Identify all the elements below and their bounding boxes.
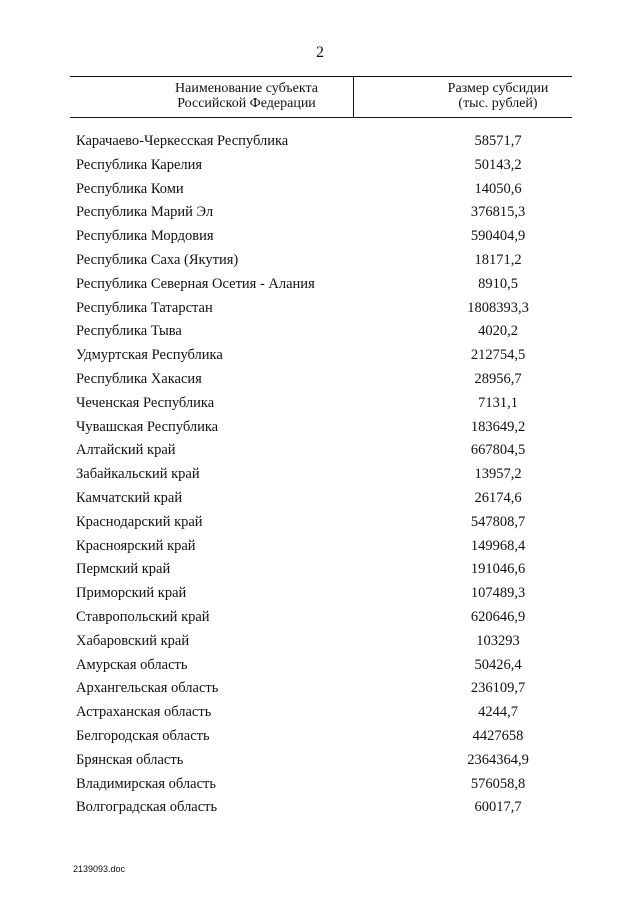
subsidy-amount: 4427658	[472, 727, 524, 744]
subject-name: Красноярский край	[76, 537, 196, 554]
subject-name: Республика Хакасия	[76, 370, 202, 387]
subsidy-amount: 4020,2	[478, 323, 518, 340]
subsidy-amount: 50143,2	[474, 156, 522, 173]
subsidy-amount: 14050,6	[474, 180, 522, 197]
subject-name: Алтайский край	[76, 442, 176, 459]
subject-name: Владимирская область	[76, 775, 216, 792]
subsidy-amount: 191046,6	[470, 561, 526, 578]
subsidy-amount: 7131,1	[478, 394, 518, 411]
table-body	[0, 130, 640, 820]
table-row	[0, 463, 640, 487]
subsidy-amount: 667804,5	[470, 442, 526, 459]
table-row	[0, 154, 640, 178]
subject-name: Белгородская область	[76, 727, 210, 744]
subsidy-amount: 8910,5	[478, 275, 518, 292]
table-row	[0, 320, 640, 344]
subsidy-amount: 60017,7	[474, 799, 522, 816]
table-row	[0, 558, 640, 582]
table-row	[0, 297, 640, 321]
subsidy-amount: 18171,2	[474, 251, 522, 268]
subsidy-amount: 13957,2	[474, 466, 522, 483]
subject-name: Республика Коми	[76, 180, 184, 197]
subject-name: Ставропольский край	[76, 608, 210, 625]
table-row	[0, 630, 640, 654]
subject-name: Республика Мордовия	[76, 228, 214, 245]
table-row	[0, 582, 640, 606]
subject-name: Хабаровский край	[76, 632, 190, 649]
subject-name: Удмуртская Республика	[76, 347, 223, 364]
header-subsidy-amount	[424, 81, 572, 111]
table-row	[0, 725, 640, 749]
header-subject-name	[70, 81, 423, 111]
table-row	[0, 273, 640, 297]
subject-name: Пермский край	[76, 561, 171, 578]
subsidy-amount: 212754,5	[470, 347, 526, 364]
subject-name: Республика Северная Осетия - Алания	[76, 275, 315, 292]
subsidy-amount: 547808,7	[470, 513, 526, 530]
subject-name: Архангельская область	[76, 680, 219, 697]
table-row	[0, 439, 640, 463]
subject-name: Республика Карелия	[76, 156, 203, 173]
subsidy-amount: 236109,7	[470, 680, 526, 697]
subject-name: Карачаево-Черкесская Республика	[76, 133, 289, 149]
subsidy-amount: 183649,2	[470, 418, 526, 435]
header-subsidy-amount-line1: Размер субсидии	[447, 81, 549, 96]
subsidy-amount: 376815,3	[470, 204, 526, 221]
table-row	[0, 654, 640, 678]
subject-name: Приморский край	[76, 585, 187, 602]
subject-name: Волгоградская область	[76, 799, 218, 816]
subject-name: Республика Татарстан	[76, 299, 213, 316]
table-row	[0, 677, 640, 701]
subject-name: Краснодарский край	[76, 513, 203, 530]
table-row	[0, 392, 640, 416]
table-row	[0, 749, 640, 773]
table-row	[0, 416, 640, 440]
subsidy-amount: 107489,3	[470, 585, 526, 602]
table-row	[0, 249, 640, 273]
subject-name: Амурская область	[76, 656, 188, 673]
table-row	[0, 368, 640, 392]
subsidy-amount: 28956,7	[474, 370, 522, 387]
subsidy-amount: 4244,7	[478, 704, 518, 721]
header-subject-name-line2: Российской Федерации	[177, 96, 316, 111]
subsidy-amount: 576058,8	[470, 775, 526, 792]
subject-name: Забайкальский край	[76, 466, 200, 483]
table-row	[0, 178, 640, 202]
table-row	[0, 201, 640, 225]
subject-name: Камчатский край	[76, 489, 183, 506]
subsidy-amount: 1808393,3	[467, 299, 529, 316]
table-row	[0, 796, 640, 820]
subsidy-amount: 620646,9	[470, 608, 526, 625]
header-subject-name-line1: Наименование субъекта	[175, 81, 318, 96]
subsidy-amount: 58571,7	[474, 133, 522, 149]
table-row	[0, 130, 640, 154]
subject-name: Астраханская область	[76, 704, 212, 721]
table-row	[0, 511, 640, 535]
subsidy-amount: 149968,4	[470, 537, 526, 554]
table-row	[0, 535, 640, 559]
subject-name: Брянская область	[76, 751, 184, 768]
subsidy-amount: 590404,9	[470, 228, 526, 245]
subject-name: Республика Тыва	[76, 323, 182, 340]
subsidy-amount: 2364364,9	[467, 751, 529, 768]
subject-name: Республика Марий Эл	[76, 204, 214, 221]
table-row	[0, 344, 640, 368]
table-row	[0, 701, 640, 725]
subject-name: Республика Саха (Якутия)	[76, 251, 239, 268]
header-subsidy-amount-line2: (тыс. рублей)	[458, 96, 538, 111]
subsidy-amount: 50426,4	[474, 656, 522, 673]
table-row	[0, 773, 640, 797]
document-filename: 2139093.doc	[73, 864, 126, 874]
subsidy-amount: 103293	[476, 632, 520, 649]
page-number: 2	[316, 44, 324, 61]
table-row	[0, 225, 640, 249]
subject-name: Чувашская Республика	[76, 418, 219, 435]
subject-name: Чеченская Республика	[76, 394, 215, 411]
subsidy-amount: 26174,6	[474, 489, 522, 506]
table-row	[0, 606, 640, 630]
table-row	[0, 487, 640, 511]
